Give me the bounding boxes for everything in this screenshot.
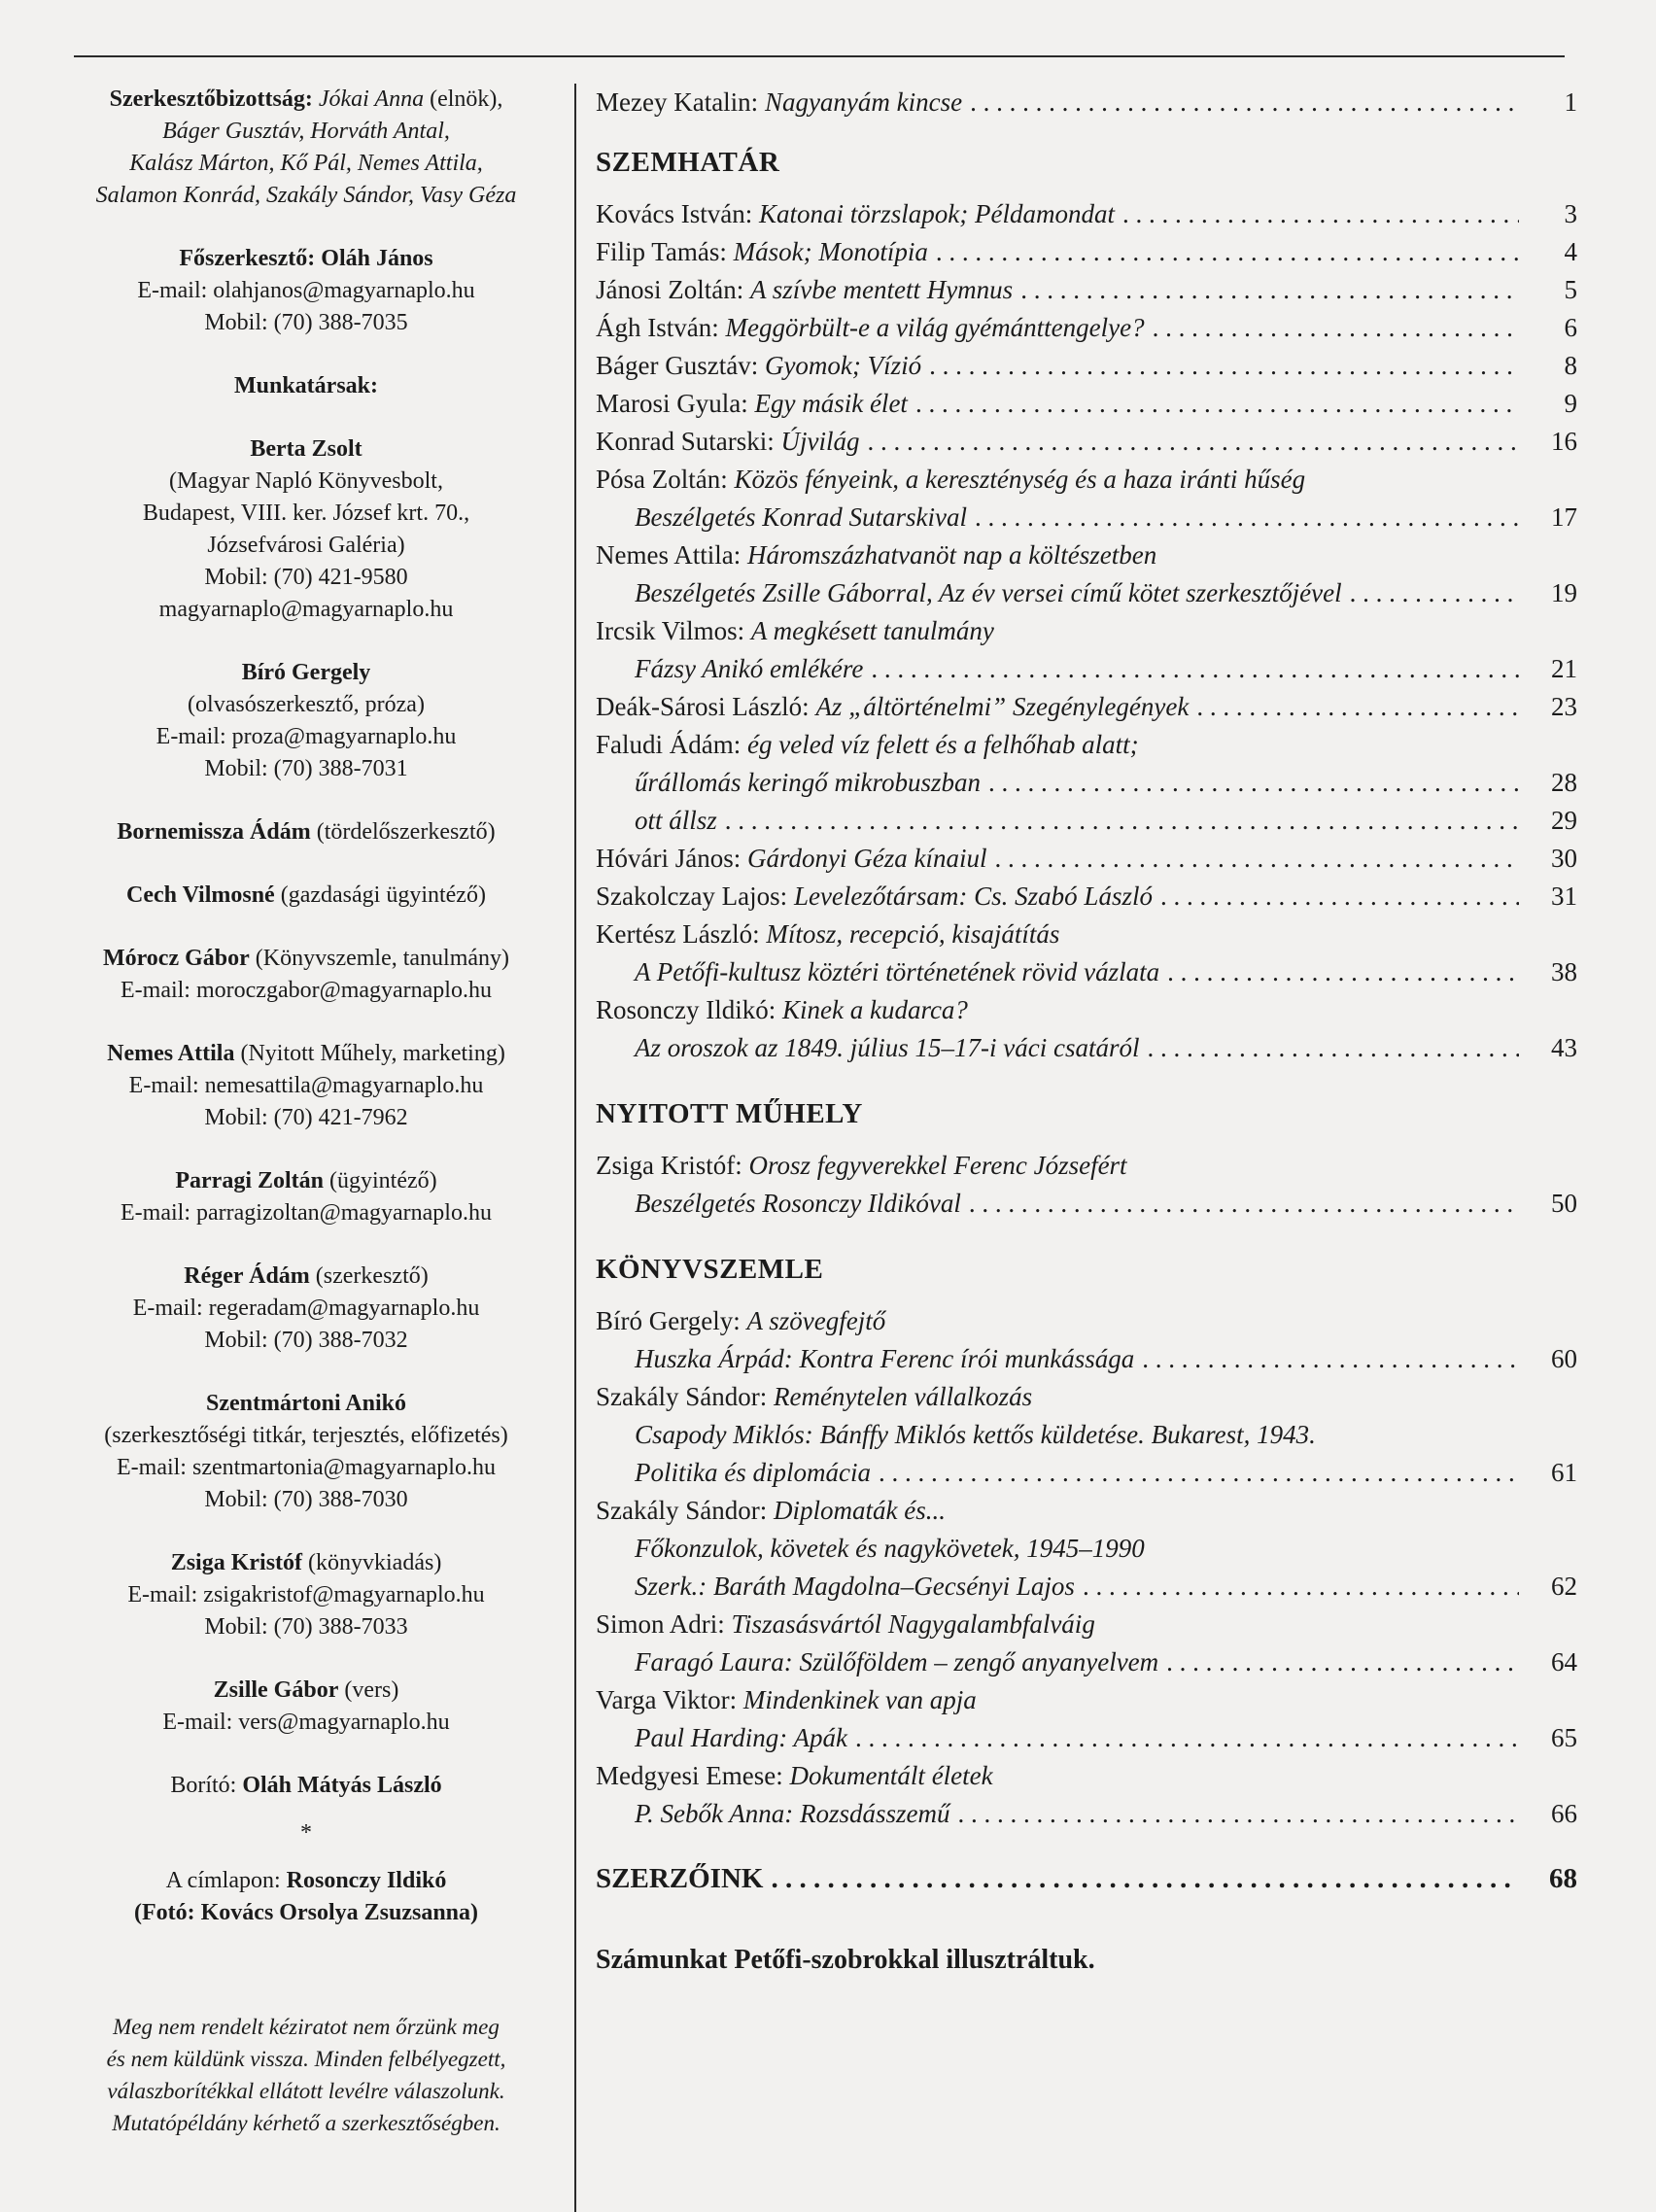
- toc-title: Kinek a kudarca?: [781, 995, 968, 1024]
- toc-title: Dokumentált életek: [789, 1761, 993, 1790]
- toc-title: Gárdonyi Géza kínaiul: [746, 844, 987, 873]
- toc-title: Beszélgetés Konrad Sutarskival: [635, 502, 967, 532]
- closing-note: Számunkat Petőfi-szobrokkal illusztráltuk.: [596, 1945, 1095, 1975]
- toc-leader-dots: [771, 1860, 1519, 1898]
- staff-email: E-mail: moroczgabor@magyarnaplo.hu: [121, 978, 492, 1003]
- toc-entry: [596, 1378, 1577, 1492]
- staff-name: Cech Vilmosné: [126, 882, 275, 908]
- staff-detail: Józsefvárosi Galéria): [207, 533, 405, 558]
- toc-leader-dots: [994, 840, 1519, 878]
- toc-title: Reménytelen vállalkozás: [773, 1382, 1033, 1411]
- toc-author: Szakolczay Lajos:: [596, 881, 788, 911]
- toc-author: Varga Viktor:: [596, 1685, 738, 1714]
- toc-page-number: 6: [1564, 313, 1577, 342]
- toc-title: Orosz fegyverekkel Ferenc Józsefért: [748, 1151, 1127, 1180]
- toc-author: Mezey Katalin:: [596, 87, 759, 117]
- toc-entry: [596, 195, 1577, 233]
- toc-entry: [596, 726, 1577, 840]
- toc-line: [596, 1147, 1577, 1185]
- toc-entry: [596, 991, 1577, 1067]
- masthead-column: [58, 84, 554, 2139]
- toc-page-number: 61: [1551, 1458, 1577, 1487]
- toc-line: [596, 1185, 1577, 1223]
- chief-editor-label: Főszerkesztő: Oláh János: [179, 246, 433, 271]
- staff-morocz: [58, 943, 554, 1007]
- staff-detail: (Magyar Napló Könyvesbolt,: [169, 468, 443, 494]
- staff-role: (olvasószerkesztő, próza): [188, 692, 425, 717]
- staff-mobile: Mobil: (70) 421-9580: [204, 565, 408, 590]
- toc-author: Marosi Gyula:: [596, 389, 748, 418]
- toc-line: [596, 347, 1577, 385]
- toc-title: ott állsz: [635, 806, 717, 835]
- toc-author: Szakály Sándor:: [596, 1382, 768, 1411]
- toc-line: [596, 650, 1577, 688]
- toc-page-number: 16: [1551, 427, 1577, 456]
- toc-entry: [596, 1681, 1577, 1757]
- toc-page-number: 23: [1551, 692, 1577, 721]
- staff-name: Mórocz Gábor: [102, 946, 250, 971]
- staff-role: (szerkesztő): [315, 1263, 429, 1289]
- toc-leader-dots: [1020, 271, 1519, 309]
- toc-entry: [596, 840, 1577, 878]
- toc-title: Az oroszok az 1849. július 15–17-i váci csatáról: [635, 1033, 1140, 1062]
- toc-title: A szívbe mentett Hymnus: [749, 275, 1014, 304]
- toc-title: P. Sebők Anna: Rozsdásszemű: [635, 1799, 950, 1828]
- notice-line: Mutatópéldány kérhető a szerkesztőségben.: [112, 2111, 500, 2135]
- toc-title: Fázsy Anikó emlékére: [635, 654, 864, 683]
- top-rule: [74, 55, 1565, 57]
- toc-title: Tiszasásvártól Nagygalambfalváig: [731, 1609, 1095, 1639]
- toc-leader-dots: [1142, 1340, 1519, 1378]
- staff-role: (ügyintéző): [329, 1168, 437, 1193]
- staff-detail: Budapest, VIII. ker. József krt. 70.,: [142, 501, 470, 526]
- toc-line: [596, 1681, 1577, 1719]
- toc-line: [596, 612, 1577, 650]
- toc-title: Katonai törzslapok; Példamondat: [758, 199, 1115, 228]
- toc-line: [596, 1643, 1577, 1681]
- toc-line: [596, 1416, 1577, 1454]
- toc-page-number: 66: [1551, 1799, 1577, 1828]
- toc-entry: [596, 233, 1577, 271]
- toc-title: Mítosz, recepció, kisajátítás: [766, 919, 1060, 949]
- editorial-board: [58, 84, 554, 212]
- toc-line: [596, 764, 1577, 802]
- toc-title: ég veled víz felett és a felhőhab alatt;: [747, 730, 1139, 759]
- toc-title: Mások; Monotípia: [733, 237, 928, 266]
- toc-author: Bíró Gergely:: [596, 1306, 741, 1335]
- staff-zsille: [58, 1675, 554, 1739]
- toc-entry: [596, 271, 1577, 309]
- toc-line: [596, 423, 1577, 461]
- toc-page-number: 29: [1551, 806, 1577, 835]
- toc-page-number: 4: [1564, 237, 1577, 266]
- toc-page-number: 50: [1551, 1189, 1577, 1218]
- star-glyph: *: [300, 1820, 312, 1846]
- toc-line: [596, 536, 1577, 574]
- staff-name: Bíró Gergely: [241, 660, 371, 685]
- toc-title: Újvilág: [780, 427, 860, 456]
- staff-mobile: Mobil: (70) 388-7031: [204, 756, 408, 781]
- toc-page-number: 31: [1551, 881, 1577, 911]
- toc-line: [596, 1029, 1577, 1067]
- table-of-contents: [596, 84, 1577, 1979]
- toc-entry: [596, 878, 1577, 916]
- toc-leader-dots: [975, 499, 1519, 536]
- toc-leader-dots: [855, 1719, 1519, 1757]
- toc-line: [596, 1454, 1577, 1492]
- toc-line: [596, 688, 1577, 726]
- toc-title: Faragó Laura: Szülőföldem – zengő anyanyelvem: [635, 1647, 1159, 1676]
- toc-line: [596, 574, 1577, 612]
- toc-line: [596, 1492, 1577, 1530]
- toc-line: [596, 991, 1577, 1029]
- toc-page-number: 8: [1564, 351, 1577, 380]
- toc-title: Gyomok; Vízió: [764, 351, 922, 380]
- toc-author: Konrad Sutarski:: [596, 427, 775, 456]
- cimlap-label: A címlapon:: [165, 1868, 281, 1893]
- toc-author: Hóvári János:: [596, 844, 742, 873]
- toc-title: Az „áltörténelmi” Szegénylegények: [815, 692, 1190, 721]
- toc-leader-dots: [958, 1795, 1520, 1833]
- toc-section-heading: NYITOTT MŰHELY: [596, 1098, 863, 1129]
- toc-page-number: 30: [1551, 844, 1577, 873]
- toc-line: [596, 1719, 1577, 1757]
- toc-opening-entry: [596, 84, 1577, 121]
- toc-title: Szerk.: Baráth Magdolna–Gecsényi Lajos: [635, 1572, 1075, 1601]
- column-divider: [574, 84, 576, 2212]
- toc-author: Jánosi Zoltán:: [596, 275, 744, 304]
- toc-title: Beszélgetés Rosonczy Ildikóval: [635, 1189, 961, 1218]
- toc-line: [596, 309, 1577, 347]
- toc-author: Medgyesi Emese:: [596, 1761, 783, 1790]
- toc-author: Kertész László:: [596, 919, 760, 949]
- toc-page-number: 5: [1564, 275, 1577, 304]
- toc-title: A Petőfi-kultusz köztéri történetének rövid vázlata: [635, 957, 1160, 986]
- staff-reger: [58, 1261, 554, 1357]
- toc-leader-dots: [1148, 1029, 1520, 1067]
- notice-line: válaszborítékkal ellátott levélre válaszolunk.: [107, 2079, 505, 2103]
- toc-leader-dots: [1153, 309, 1519, 347]
- toc-entry: [596, 347, 1577, 385]
- cover-photo-credit: [58, 1865, 554, 1929]
- toc-leader-dots: [867, 423, 1519, 461]
- staff-role: (Nyitott Műhely, marketing): [240, 1041, 505, 1066]
- staff-email: E-mail: proza@magyarnaplo.hu: [155, 724, 457, 749]
- toc-line: [596, 840, 1577, 878]
- staff-name: Berta Zsolt: [250, 436, 362, 462]
- toc-title: Nagyanyám kincse: [764, 87, 963, 117]
- toc-section-heading: SZERZŐINK: [596, 1863, 764, 1894]
- toc-title: űrállomás keringő mikrobuszban: [635, 768, 981, 797]
- toc-leader-dots: [1167, 953, 1519, 991]
- board-chair: Jókai Anna: [318, 86, 425, 112]
- toc-author: Ágh István:: [596, 313, 719, 342]
- toc-page-number: 17: [1551, 502, 1577, 532]
- staff-email: E-mail: parragizoltan@magyarnaplo.hu: [121, 1200, 492, 1226]
- notice-line: és nem küldünk vissza. Minden felbélyegzett,: [106, 2047, 506, 2071]
- staff-name: Réger Ádám: [184, 1263, 310, 1289]
- staff-mobile: Mobil: (70) 388-7030: [204, 1487, 408, 1512]
- staff-name: Bornemissza Ádám: [117, 819, 311, 845]
- toc-page-number: 21: [1551, 654, 1577, 683]
- toc-leader-dots: [915, 385, 1519, 423]
- toc-title: Főkonzulok, követek és nagykövetek, 1945–1990: [635, 1534, 1145, 1563]
- photo-credit: (Fotó: Kovács Orsolya Zsuzsanna): [134, 1900, 478, 1925]
- toc-line: [596, 1795, 1577, 1833]
- toc-section-heading: SZEMHATÁR: [596, 147, 780, 178]
- toc-line: [596, 1757, 1577, 1795]
- toc-author: Báger Gusztáv:: [596, 351, 759, 380]
- cover-credit: [58, 1770, 554, 1802]
- toc-line: [596, 385, 1577, 423]
- staff-email: E-mail: vers@magyarnaplo.hu: [162, 1710, 450, 1735]
- toc-author: Filip Tamás:: [596, 237, 727, 266]
- toc-line: [596, 1530, 1577, 1568]
- staff-role: (Könyvszemle, tanulmány): [255, 946, 510, 971]
- toc-title: Politika és diplomácia: [635, 1458, 871, 1487]
- cimlap-name: Rosonczy Ildikó: [286, 1868, 447, 1893]
- manuscript-notice: [58, 2011, 554, 2139]
- toc-leader-dots: [871, 650, 1519, 688]
- toc-authors-section: [596, 1860, 1577, 1898]
- toc-leader-dots: [929, 347, 1519, 385]
- toc-line: [596, 916, 1577, 953]
- toc-leader-dots: [725, 802, 1519, 840]
- staff-role: (gazdasági ügyintéző): [280, 882, 486, 908]
- toc-sections: [596, 143, 1577, 1833]
- toc-line: [596, 1340, 1577, 1378]
- toc-line: [596, 726, 1577, 764]
- toc-author: Nemes Attila:: [596, 540, 742, 570]
- board-label: Szerkesztőbizottság:: [109, 86, 313, 112]
- toc-leader-dots: [1166, 1643, 1519, 1681]
- staff-mobile: Mobil: (70) 388-7033: [204, 1614, 408, 1640]
- toc-line: [596, 195, 1577, 233]
- toc-leader-dots: [1196, 688, 1519, 726]
- toc-title: Meggörbült-e a világ gyémánttengelye?: [725, 313, 1145, 342]
- staff-zsiga: [58, 1547, 554, 1643]
- toc-title: A megkésett tanulmány: [750, 616, 994, 645]
- toc-leader-dots: [1350, 574, 1519, 612]
- toc-title: Paul Harding: Apák: [635, 1723, 847, 1752]
- toc-author: Ircsik Vilmos:: [596, 616, 745, 645]
- staff-role: (tördelőszerkesztő): [316, 819, 496, 845]
- chief-editor-mobile: Mobil: (70) 388-7035: [204, 310, 408, 335]
- toc-line: [596, 233, 1577, 271]
- toc-page-number: 1: [1564, 87, 1577, 117]
- staff-role: (szerkesztőségi titkár, terjesztés, előfizetés): [104, 1423, 508, 1448]
- staff-bornemissza: [58, 816, 554, 848]
- toc-leader-dots: [1083, 1568, 1519, 1606]
- staff-role: (vers): [344, 1677, 399, 1703]
- staff-email: E-mail: regeradam@magyarnaplo.hu: [132, 1296, 480, 1321]
- cover-artist: Oláh Mátyás László: [242, 1773, 442, 1798]
- toc-title: Egy másik élet: [754, 389, 908, 418]
- board-members-line: Salamon Konrád, Szakály Sándor, Vasy Géza: [95, 183, 517, 208]
- toc-line: [596, 878, 1577, 916]
- staff-mobile: Mobil: (70) 421-7962: [204, 1105, 408, 1130]
- toc-line: [596, 1302, 1577, 1340]
- toc-title: Mindenkinek van apja: [742, 1685, 977, 1714]
- toc-page-number: 3: [1564, 199, 1577, 228]
- toc-entry: [596, 1757, 1577, 1833]
- staff-name: Zsille Gábor: [213, 1677, 339, 1703]
- toc-leader-dots: [1122, 195, 1519, 233]
- staff-email: E-mail: szentmartonia@magyarnaplo.hu: [117, 1455, 496, 1480]
- toc-title: Beszélgetés Zsille Gáborral, Az év versei című kötet szerkesztőjével: [635, 578, 1342, 607]
- staff-name: Zsiga Kristóf: [170, 1550, 303, 1575]
- toc-title: Huszka Árpád: Kontra Ferenc írói munkássága: [635, 1344, 1135, 1373]
- staff-name: Nemes Attila: [107, 1041, 235, 1066]
- toc-line: [596, 1568, 1577, 1606]
- toc-entry: [596, 688, 1577, 726]
- notice-line: Meg nem rendelt kéziratot nem őrzünk meg: [113, 2015, 500, 2039]
- toc-line: [596, 953, 1577, 991]
- toc-author: Pósa Zoltán:: [596, 465, 728, 494]
- toc-line: [596, 271, 1577, 309]
- toc-author: Simon Adri:: [596, 1609, 725, 1639]
- staff-name: Szentmártoni Anikó: [205, 1391, 406, 1416]
- toc-page-number: 38: [1551, 957, 1577, 986]
- toc-line: [596, 461, 1577, 499]
- toc-entry: [596, 1302, 1577, 1378]
- staff-mobile: Mobil: (70) 388-7032: [204, 1328, 408, 1353]
- toc-leader-dots: [969, 1185, 1519, 1223]
- toc-entry: [596, 385, 1577, 423]
- toc-author: Szakály Sándor:: [596, 1496, 768, 1525]
- toc-page-number: 43: [1551, 1033, 1577, 1062]
- toc-page-number: 28: [1551, 768, 1577, 797]
- toc-leader-dots: [936, 233, 1519, 271]
- toc-title: Csapody Miklós: Bánffy Miklós kettős küldetése. Bukarest, 1943.: [635, 1420, 1316, 1449]
- staff-biro: [58, 657, 554, 785]
- staff-email: magyarnaplo@magyarnaplo.hu: [158, 597, 454, 622]
- toc-author: Rosonczy Ildikó:: [596, 995, 776, 1024]
- staff-parragi: [58, 1165, 554, 1229]
- toc-entry: [596, 423, 1577, 461]
- cover-label: Borító:: [170, 1773, 237, 1798]
- toc-entry: [596, 461, 1577, 536]
- toc-entry: [596, 612, 1577, 688]
- toc-author: Zsiga Kristóf:: [596, 1151, 742, 1180]
- toc-entry: [596, 916, 1577, 991]
- toc-page-number: 68: [1549, 1863, 1577, 1894]
- staff-heading-block: [58, 370, 554, 402]
- toc-leader-dots: [970, 84, 1519, 121]
- toc-title: A szövegfejtő: [746, 1306, 886, 1335]
- chief-editor: [58, 243, 554, 339]
- toc-title: Közös fényeink, a kereszténység és a haza iránti hűség: [734, 465, 1306, 494]
- staff-email: E-mail: nemesattila@magyarnaplo.hu: [128, 1073, 484, 1098]
- toc-title: Levelezőtársam: Cs. Szabó László: [793, 881, 1153, 911]
- staff-berta: [58, 433, 554, 626]
- toc-page-number: 19: [1551, 578, 1577, 607]
- board-chair-role: (elnök),: [430, 86, 503, 112]
- toc-entry: [596, 1147, 1577, 1223]
- separator-star: [58, 1817, 554, 1849]
- toc-page-number: 9: [1564, 389, 1577, 418]
- toc-entry: [596, 1606, 1577, 1681]
- toc-page-number: 62: [1551, 1572, 1577, 1601]
- toc-page-number: 65: [1551, 1723, 1577, 1752]
- board-members-line: Báger Gusztáv, Horváth Antal,: [162, 119, 450, 144]
- toc-author: Kovács István:: [596, 199, 753, 228]
- toc-page-number: 60: [1551, 1344, 1577, 1373]
- chief-editor-email: E-mail: olahjanos@magyarnaplo.hu: [137, 278, 475, 303]
- toc-leader-dots: [879, 1454, 1519, 1492]
- toc-page-number: 64: [1551, 1647, 1577, 1676]
- board-members-line: Kalász Márton, Kő Pál, Nemes Attila,: [129, 151, 483, 176]
- toc-leader-dots: [988, 764, 1519, 802]
- staff-cech: [58, 880, 554, 912]
- toc-line: [596, 802, 1577, 840]
- toc-author: Faludi Ádám:: [596, 730, 742, 759]
- toc-section-heading: KÖNYVSZEMLE: [596, 1254, 824, 1285]
- toc-title: Diplomaták és...: [773, 1496, 946, 1525]
- toc-line: [596, 1606, 1577, 1643]
- staff-role: (könyvkiadás): [308, 1550, 442, 1575]
- toc-line: [596, 499, 1577, 536]
- staff-name: Parragi Zoltán: [175, 1168, 325, 1193]
- toc-line: [596, 1378, 1577, 1416]
- staff-email: E-mail: zsigakristof@magyarnaplo.hu: [127, 1582, 485, 1607]
- toc-entry: [596, 1492, 1577, 1606]
- staff-szentmartoni: [58, 1388, 554, 1516]
- toc-entry: [596, 536, 1577, 612]
- toc-title: Háromszázhatvanöt nap a költészetben: [746, 540, 1157, 570]
- staff-nemes: [58, 1038, 554, 1134]
- toc-entry: [596, 309, 1577, 347]
- toc-author: Deák-Sárosi László:: [596, 692, 810, 721]
- toc-leader-dots: [1160, 878, 1519, 916]
- staff-heading: Munkatársak:: [233, 373, 379, 398]
